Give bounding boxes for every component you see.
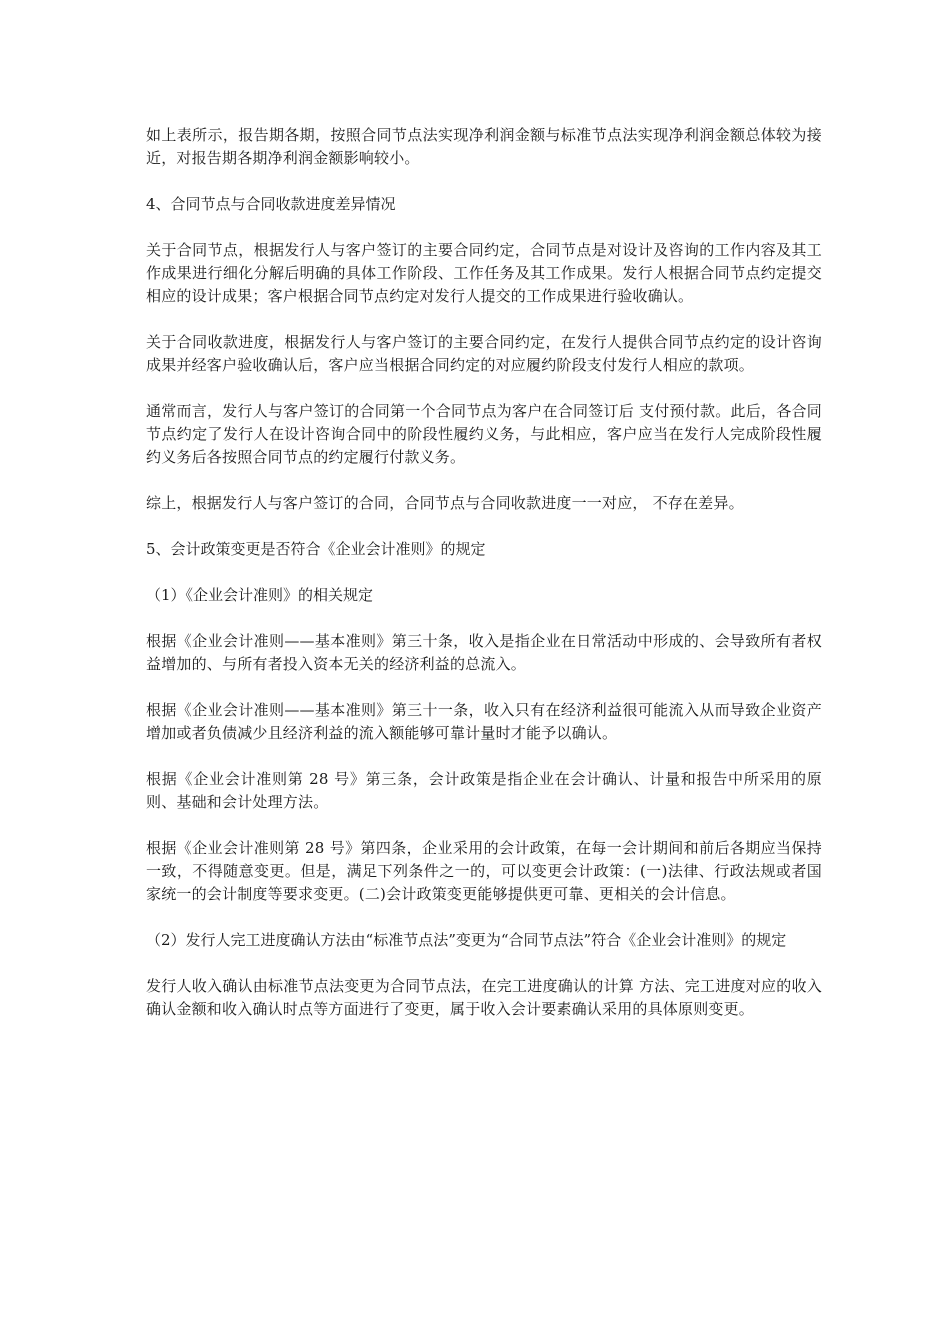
paragraph-generally: 通常而言，发行人与客户签订的合同第一个合同节点为客户在合同签订后 支付预付款。此后，各合同节点约定了发行人在设计咨询合同中的阶段性履约义务，与此相应，客户应当在发行人完成阶段性履约义务后各按照合同节点的约定履行付款义务。 [146,402,822,466]
subsection-heading-1: （1）《企业会计准则》的相关规定 [146,586,374,604]
paragraph-article-31: 根据《企业会计准则——基本准则》第三十一条，收入只有在经济利益很可能流入从而导致企业资产增加或者负债减少且经济利益的流入额能够可靠计量时才能予以确认。 [146,701,822,742]
subsection-heading-2: （2）发行人完工进度确认方法由“标准节点法”变更为“合同节点法”符合《企业会计准则》的规定 [146,931,787,949]
paragraph-collection-progress: 关于合同收款进度，根据发行人与客户签订的主要合同约定，在发行人提供合同节点约定的设计咨询成果并经客户验收确认后，客户应当根据合同约定的对应履约阶段支付发行人相应的款项。 [146,333,822,374]
document-page [146,124,822,1044]
paragraph-article-30: 根据《企业会计准则——基本准则》第三十条，收入是指企业在日常活动中形成的、会导致所有者权益增加的、与所有者投入资本无关的经济利益的总流入。 [146,632,822,673]
section-heading-5: 5、会计政策变更是否符合《企业会计准则》的规定 [146,540,486,558]
paragraph-standard-28-art-3: 根据《企业会计准则第 28 号》第三条，会计政策是指企业在会计确认、计量和报告中所采用的原则、基础和会计处理方法。 [146,770,822,811]
paragraph-method-change: 发行人收入确认由标准节点法变更为合同节点法，在完工进度确认的计算 方法、完工进度对应的收入确认金额和收入确认时点等方面进行了变更，属于收入会计要素确认采用的具体原则变更。 [146,977,822,1018]
paragraph-contract-node: 关于合同节点，根据发行人与客户签订的主要合同约定，合同节点是对设计及咨询的工作内容及其工作成果进行细化分解后明确的具体工作阶段、工作任务及其工作成果。发行人根据合同节点约定提交相应的设计成果；客户根据合同节点约定对发行人提交的工作成果进行验收确认。 [146,241,822,305]
paragraph-standard-28-art-4: 根据《企业会计准则第 28 号》第四条，企业采用的会计政策，在每一会计期间和前后各期应当保持一致，不得随意变更。但是，满足下列条件之一的，可以变更会计政策：(一)法律、行政法规或者国家统一的会计制度等要求变更。(二)会计政策变更能够提供更可靠、更相关的会计信息。 [146,839,822,903]
paragraph-net-profit-comparison: 如上表所示，报告期各期，按照合同节点法实现净利润金额与标准节点法实现净利润金额总体较为接近，对报告期各期净利润金额影响较小。 [146,126,822,167]
section-heading-4: 4、合同节点与合同收款进度差异情况 [146,195,396,213]
paragraph-summary: 综上，根据发行人与客户签订的合同，合同节点与合同收款进度一一对应， 不存在差异。 [146,494,744,512]
